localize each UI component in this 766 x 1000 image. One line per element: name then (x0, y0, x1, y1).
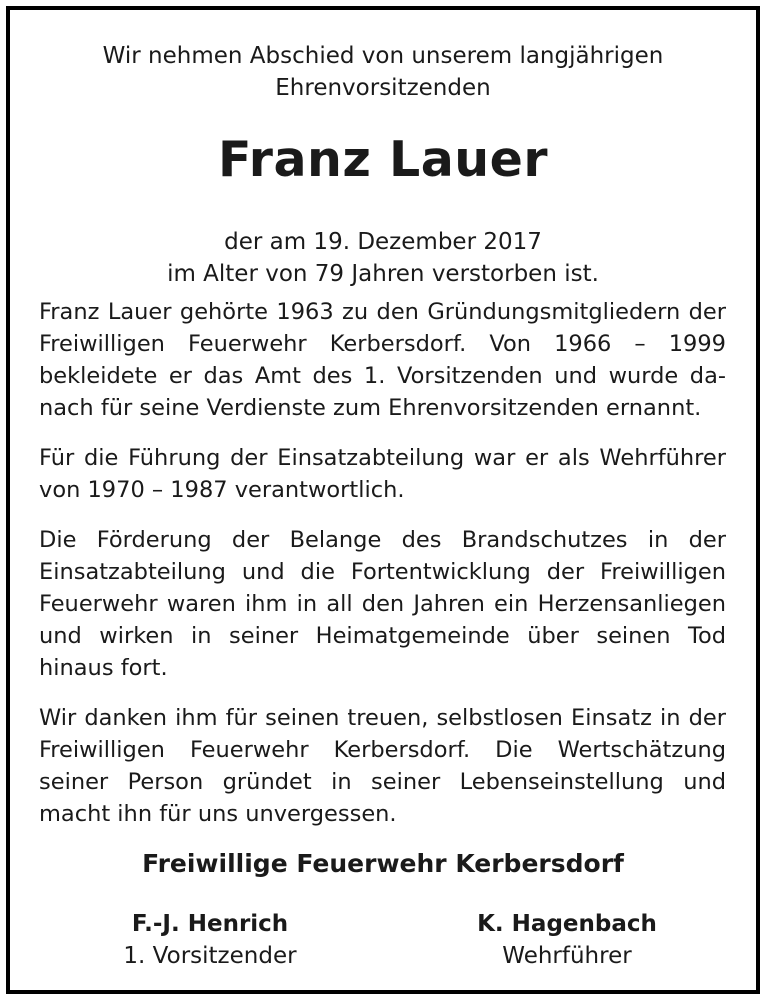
signatory-name: K. Hagenbach (477, 911, 657, 937)
intro-text (10, 40, 756, 104)
intro-line-1: Wir nehmen Abschied von unserem langjährigen (102, 43, 664, 69)
deceased-name: Franz Lauer (217, 131, 549, 188)
obituary-body (39, 296, 726, 848)
signatory-role: Wehrführer (502, 943, 632, 969)
obituary-notice (6, 6, 760, 994)
death-age-line: im Alter von 79 Jahren verstorben ist. (167, 261, 599, 287)
paragraph-commitment: Die Förderung der Belange des Brandschutzes in der Einsatzabteilung und die Fortentwicklung der Freiwilligen Feuerwehr waren ihm in all den Jahren ein Herzensanliegen und wirken in seiner Heimatgemeinde über seinen Tod hinaus fort. (39, 527, 726, 681)
organization-name: Freiwillige Feuerwehr Kerbersdorf (142, 849, 624, 878)
intro-line-2: Ehrenvorsitzenden (275, 75, 491, 101)
signatory-left (80, 908, 340, 972)
paragraph-founding: Franz Lauer gehörte 1963 zu den Gründungsmitgliedern der Freiwilligen Feuerwehr Kerbersdorf. Von 1966 – 1999 bekleidete er das Amt des 1. Vorsitzenden und wurde danach für seine Verdienste zum Ehrenvorsitzenden ernannt. (39, 299, 726, 421)
signatory-right (437, 908, 697, 972)
signatory-role: 1. Vorsitzender (123, 943, 297, 969)
paragraph-thanks: Wir danken ihm für seinen treuen, selbstlosen Einsatz in der Freiwilligen Feuerwehr Kerbersdorf. Die Wertschätzung seiner Person gründet in seiner Lebenseinstellung und macht ihn für uns unvergessen. (39, 705, 726, 827)
paragraph-leadership: Für die Führung der Einsatzabteilung war er als Wehrführer von 1970 – 1987 verantwortlich. (39, 445, 726, 503)
death-info (10, 226, 756, 290)
signatory-name: F.-J. Henrich (131, 911, 289, 937)
death-date-line: der am 19. Dezember 2017 (224, 229, 542, 255)
